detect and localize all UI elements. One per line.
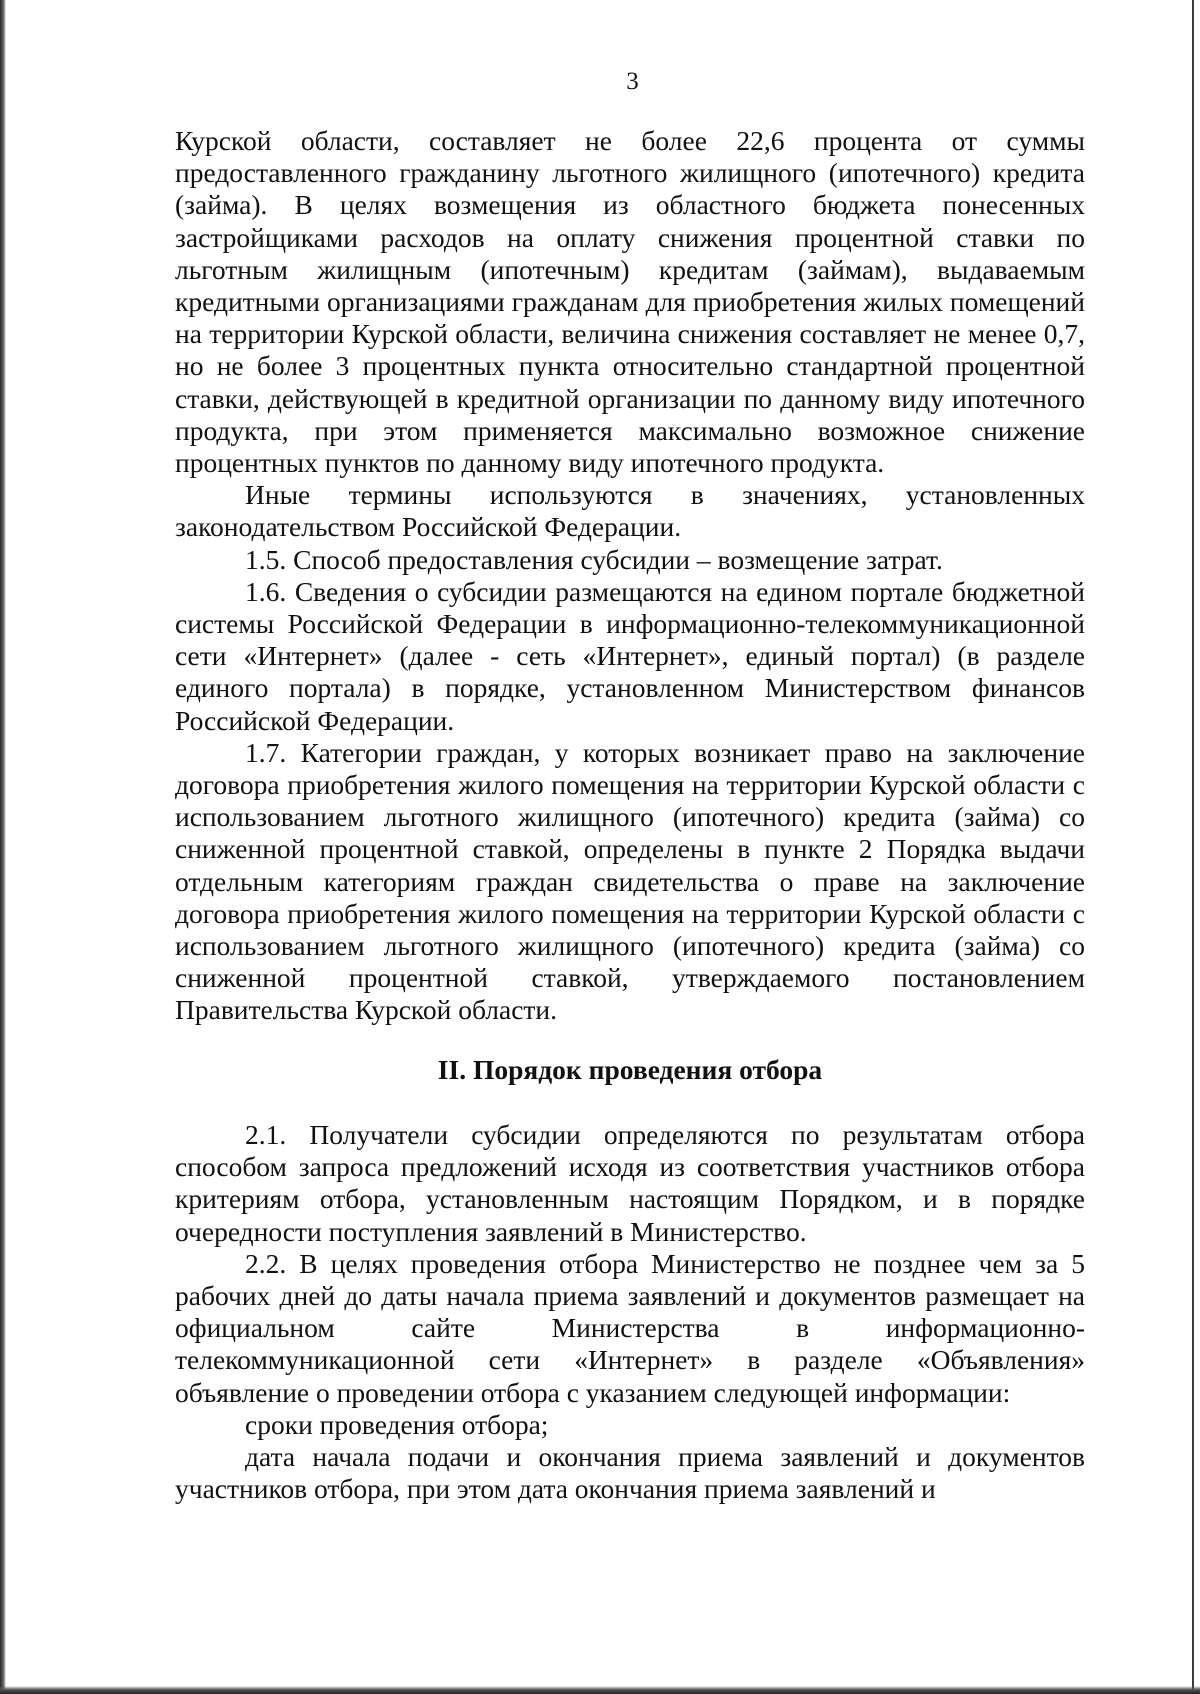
scan-edge-bottom: [0, 1686, 1200, 1694]
paragraph-terms: Иные термины используются в значениях, установленных законодательством Российской Федерации.: [175, 479, 1085, 543]
paragraph-1-7: 1.7. Категории граждан, у которых возникает право на заключение договора приобретения жилого помещения на территории Курской области с использованием льготного жилищного (ипотечного) кредита (займа) со сниженной процентной ставкой, определены в пункте 2 Порядка выдачи отдельным категориям граждан свидетельства о праве на заключение договора приобретения жилого помещения на территории Курской области с использованием льготного жилищного (ипотечного) кредита (займа) со сниженной процентной ставкой, утверждаемого постановлением Правительства Курской области.: [175, 736, 1085, 1026]
paragraph-continuation: Курской области, составляет не более 22,6 процента от суммы предоставленного гражданину льготного жилищного (ипотечного) кредита (займа). В целях возмещения из областного бюджета понесенных застройщиками расходов на оплату снижения процентной ставки по льготным жилищным (ипотечным) кредитам (займам), выдаваемым кредитными организациями гражданам для приобретения жилых помещений на территории Курской области, величина снижения составляет не менее 0,7, но не более 3 процентных пункта относительно стандартной процентной ставки, действующей в кредитной организации по данному виду ипотечного продукта, при этом применяется максимально возможное снижение процентных пунктов по данному виду ипотечного продукта.: [175, 125, 1085, 479]
paragraph-deadlines: сроки проведения отбора;: [245, 1408, 549, 1440]
paragraph-2-1: 2.1. Получатели субсидии определяются по результатам отбора способом запроса предложений исходя из соответствия участников отбора критериям отбора, установленным настоящим Порядком, и в порядке очередности поступления заявлений в Министерство.: [175, 1118, 1085, 1247]
document-body: [175, 125, 1085, 1505]
paragraph-2-2: 2.2. В целях проведения отбора Министерство не позднее чем за 5 рабочих дней до даты начала приема заявлений и документов размещает на официальном сайте Министерства в информационно-телекоммуникационной сети «Интернет» в разделе «Объявления» объявление о проведении отбора с указанием следующей информации:: [175, 1247, 1085, 1408]
section-heading: II. Порядок проведения отбора: [437, 1053, 823, 1085]
paragraph-dates: дата начала подачи и окончания приема заявлений и документов участников отбора, при этом дата окончания приема заявлений и: [175, 1440, 1085, 1505]
scan-edge-left: [0, 0, 6, 1694]
paragraph-1-5: 1.5. Способ предоставления субсидии – возмещение затрат.: [245, 543, 943, 575]
page-number: 3: [626, 68, 639, 95]
paragraph-1-6: 1.6. Сведения о субсидии размещаются на едином портале бюджетной системы Российской Федерации в информационно-телекоммуникационной сети «Интернет» (далее - сеть «Интернет», единый портал) (в разделе единого портала) в порядке, установленном Министерством финансов Российской Федерации.: [175, 575, 1085, 736]
scan-edge-right: [1192, 0, 1194, 1694]
